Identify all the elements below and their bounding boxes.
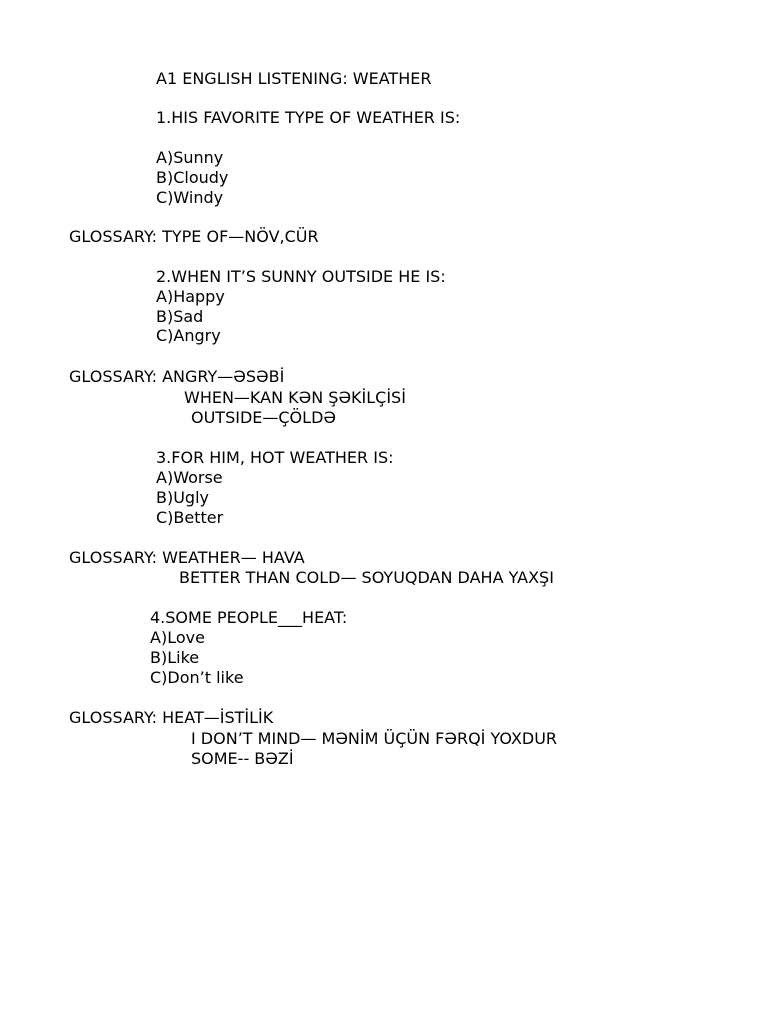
glossary-3-line-2: BETTER THAN COLD— SOYUQDAN DAHA YAXŞI — [179, 568, 554, 587]
question-2-prompt: 2.WHEN IT’S SUNNY OUTSIDE HE IS: — [156, 267, 446, 286]
question-1-prompt: 1.HIS FAVORITE TYPE OF WEATHER IS: — [156, 108, 461, 127]
question-1-option-c: C)Windy — [156, 188, 224, 207]
question-2-option-a: A)Happy — [156, 287, 225, 306]
question-4-prompt: 4.SOME PEOPLE___HEAT: — [150, 608, 348, 627]
question-1-option-b: B)Cloudy — [156, 168, 229, 187]
glossary-4-line-3: SOME-- BƏZİ — [191, 749, 294, 768]
document-title: A1 ENGLISH LISTENING: WEATHER — [156, 69, 432, 88]
question-3-option-b: B)Ugly — [156, 488, 209, 507]
question-4-option-c: C)Don’t like — [150, 668, 244, 687]
glossary-2-line-2: WHEN—KAN KƏN ŞƏKİLÇİSİ — [184, 388, 406, 407]
glossary-1-line-1: GLOSSARY: TYPE OF—NÖV,CÜR — [69, 227, 319, 246]
glossary-2-line-1: GLOSSARY: ANGRY—ƏSƏBİ — [69, 367, 285, 386]
question-4-option-b: B)Like — [150, 648, 200, 667]
question-2-option-c: C)Angry — [156, 326, 221, 345]
question-3-option-a: A)Worse — [156, 468, 223, 487]
question-3-prompt: 3.FOR HIM, HOT WEATHER IS: — [156, 448, 394, 467]
question-3-option-c: C)Better — [156, 508, 224, 527]
glossary-4-line-2: I DON’T MIND— MƏNİM ÜÇÜN FƏRQİ YOXDUR — [191, 729, 558, 748]
question-1-option-a: A)Sunny — [156, 148, 224, 167]
question-4-option-a: A)Love — [150, 628, 205, 647]
glossary-4-line-1: GLOSSARY: HEAT—İSTİLİK — [69, 708, 274, 727]
glossary-2-line-3: OUTSIDE—ÇÖLDƏ — [191, 408, 336, 427]
question-2-option-b: B)Sad — [156, 307, 204, 326]
glossary-3-line-1: GLOSSARY: WEATHER— HAVA — [69, 548, 305, 567]
